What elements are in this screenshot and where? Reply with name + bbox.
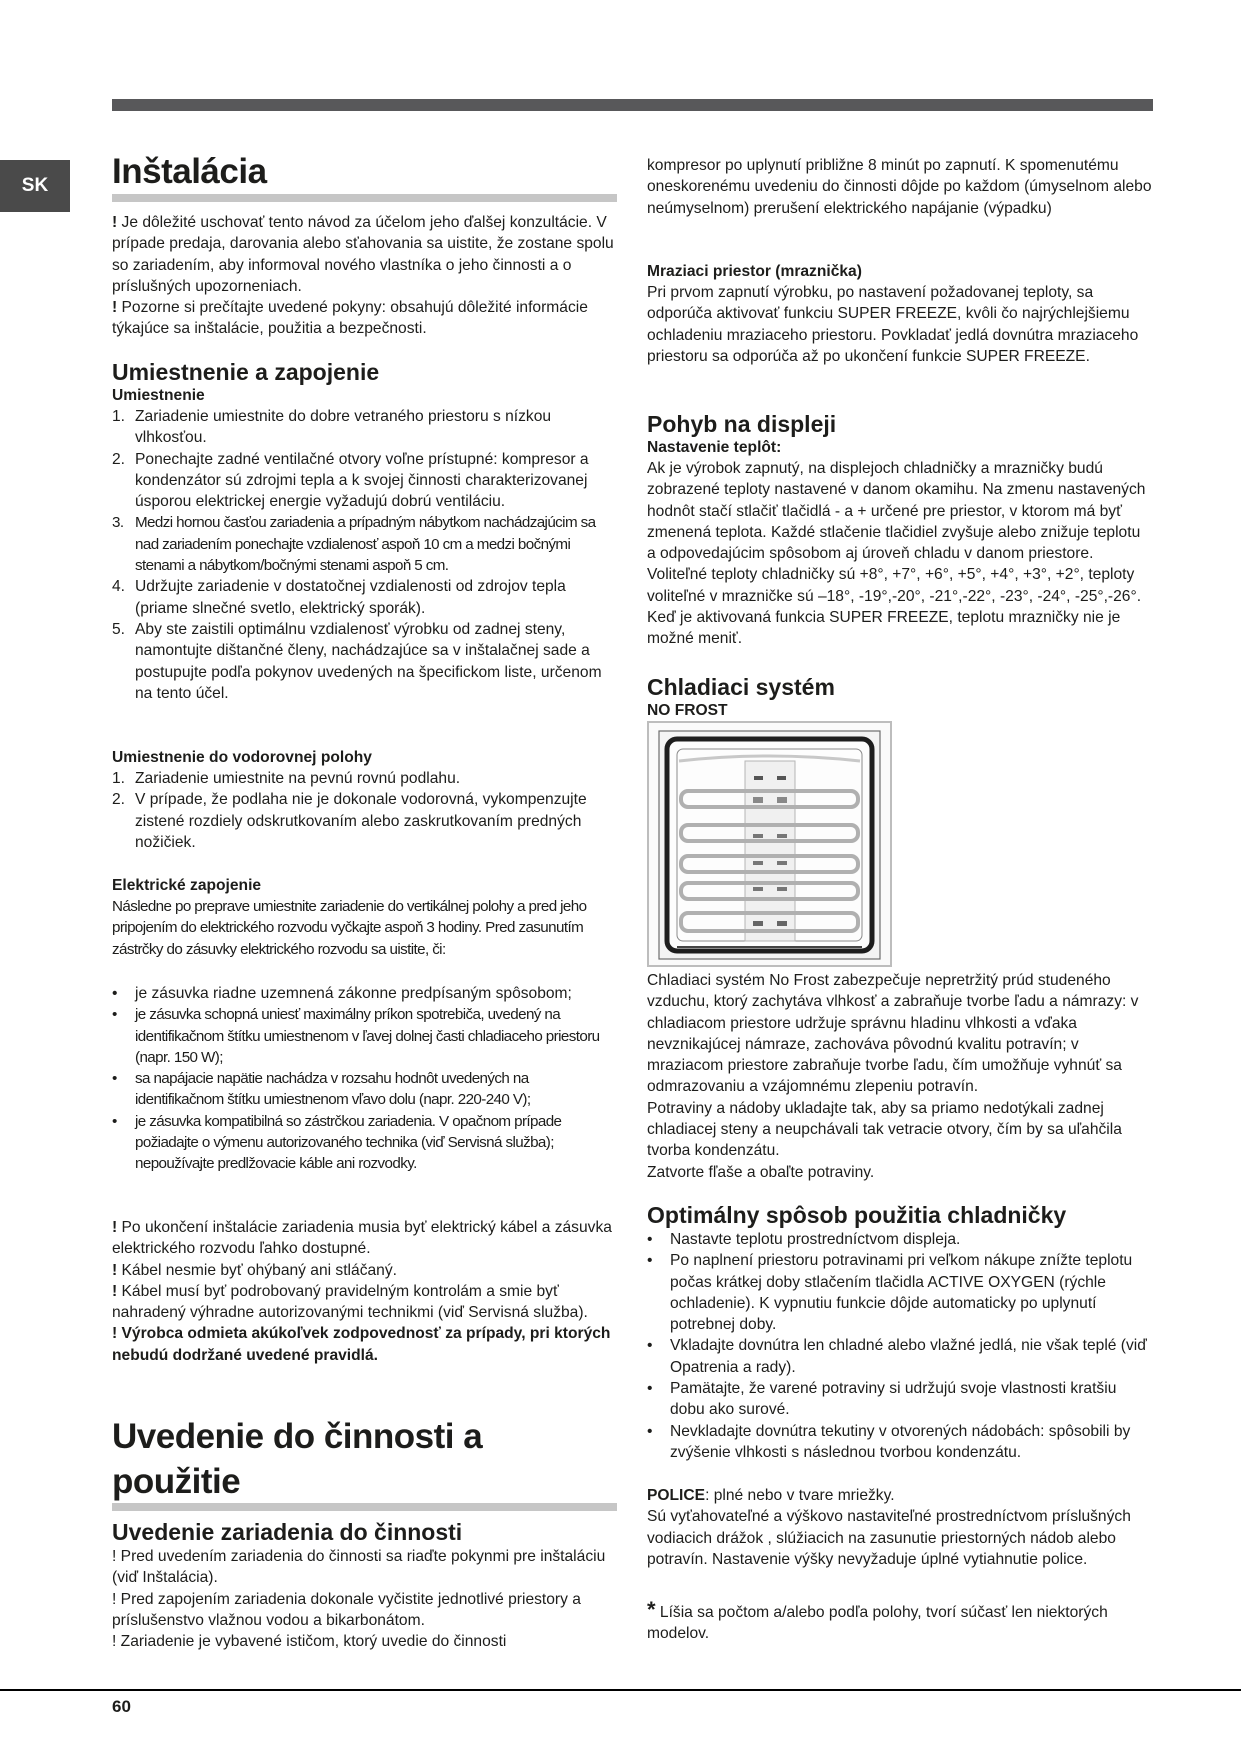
chladiaci-subheading: NO FROST: [647, 702, 728, 719]
intro-text: [112, 212, 617, 340]
optimalny-heading: Optimálny spôsob použitia chladničky: [647, 1202, 1067, 1228]
uvedenie-heading-line2: použitie: [112, 1462, 241, 1501]
police-section: [647, 1485, 1153, 1570]
heading-rule: [112, 194, 617, 202]
footnote-asterisk: *: [647, 1597, 656, 1622]
top-rule: [112, 99, 1153, 111]
uvedenie-zariadenia-heading: Uvedenie zariadenia do činnosti: [112, 1519, 463, 1545]
umiestnenie-list: [112, 406, 617, 704]
chladiaci-section: [647, 674, 1153, 721]
bullet-item: • Pamätajte, že varené potraviny si udržujú svoje vlastnosti kratšiu dobu ako surové.: [647, 1380, 1117, 1419]
fridge-interior-illustration: [647, 721, 892, 967]
list-item: 1. Zariadenie umiestnite do dobre vetraného priestoru s nízkou vlhkosťou.: [112, 408, 552, 447]
language-tab: SK: [0, 160, 70, 212]
bullet-item: • Nevkladajte dovnútra tekutiny v otvorených nádobách: spôsobili by zvýšenie vlhkosti s následnou tvorbou kondenzátu.: [647, 1422, 1131, 1461]
intro-para-1: ! Je dôležité uschovať tento návod za účelom jeho ďalšej konzultácie. V prípade predaja, darovania alebo sťahovania sa uistite, že zostane spolu so zariadením, aby informoval nového vlastníka o jeho činnosti a o príslušných upozorneniach.: [112, 214, 614, 295]
umiestnenie-subheading: Umiestnenie: [112, 387, 205, 404]
uvedenie-section: [112, 1413, 617, 1511]
list-item: 3. Medzi hornou časťou zariadenia a prípadným nábytkom nachádzajúcim sa nad zariadením ponechajte vzdialenosť aspoň 10 cm a medzi bočnými stenami a nábytkom/bočnými stenami aspoň 5 cm.: [112, 514, 596, 575]
elektricke-section: [112, 876, 617, 960]
optimalny-section: [647, 1202, 1153, 1463]
paragraph: ! Pred zapojením zariadenia dokonale vyčistite jednotlivé priestory a príslušenstvo vlažnou vodou a bikarbonátom.: [112, 1590, 581, 1629]
page-number: 60: [112, 1697, 131, 1716]
list-item: 5. Aby ste zaistili optimálnu vzdialenosť výrobku od zadnej steny, namontujte dištančné členy, nachádzajúce sa v inštalačnej sade a postupujte podľa pokynov uvedených na špecifickom liste, určenom na tento účel.: [112, 620, 602, 702]
chladiaci-text-2: Potraviny a nádoby ukladajte tak, aby sa priamo nedotýkali zadnej chladiacej steny a neupchávali tak vetracie otvory, čím by sa uľahčila tvorba kondenzátu.: [647, 1099, 1122, 1160]
footer-rule: [0, 1689, 1241, 1691]
umiestnenie-heading: Umiestnenie a zapojenie: [112, 359, 380, 385]
elektricke-subheading: Elektrické zapojenie: [112, 877, 262, 894]
elektricke-text: Následne po preprave umiestnite zariadenie do vertikálnej polohy a pred jeho pripojením do elektrického rozvodu vyčkajte aspoň 3 hodiny. Pred zasunutím zástrčky do zásuvky elektrického rozvodu sa uistite, či:: [112, 898, 587, 958]
bullet-item: • Nastavte teplotu prostredníctvom displeja.: [647, 1231, 961, 1248]
chladiaci-text: Chladiaci systém No Frost zabezpečuje nepretržitý prúd studeného vzduchu, ktorý zachytáva vlhkosť a zabraňuje tvorbe ľadu a námrazy: v chladiacom priestore udržuje správnu hladinu vlhkosti a vďaka nevznikajúcej námraze, zachováva pôvodnú kvalitu potravín; v mraziacom priestore zabraňuje tvorbe ľadu, čím umožňuje vyhnúť sa odmrazovaniu a vzájomnému zlepeniu potravín.: [647, 972, 1139, 1096]
paragraph: ! Pred uvedením zariadenia do činnosti sa riaďte pokynmi pre inštaláciu (viď Inštalácia).: [112, 1548, 606, 1587]
chladiaci-text-block: [647, 970, 1153, 1183]
chladiaci-text-3: Zatvorte fľaše a obaľte potraviny.: [647, 1163, 875, 1181]
warning-2: ! Kábel nesmie byť ohýbaný ani stláčaný.: [112, 1261, 397, 1279]
bullet-item: • je zásuvka schopná uniesť maximálny príkon spotrebiča, uvedený na identifikačnom štítku umiestnenom v ľavej dolnej časti chladiaceho priestoru (napr. 150 W);: [112, 1006, 600, 1066]
intro-para-2: ! Pozorne si prečítajte uvedené pokyny: obsahujú dôležité informácie týkajúce sa inštalácie, použitia a bezpečnosti.: [112, 299, 588, 338]
pohyb-heading: Pohyb na displeji: [647, 411, 837, 437]
list-item: 4. Udržujte zariadenie v dostatočnej vzdialenosti od zdrojov tepla (priame slnečné svetlo, elektrický sporák).: [112, 578, 566, 617]
police-text: Sú vyťahovateľné a výškovo nastaviteľné prostredníctvom príslušných vodiacich drážok , slúžiacich na zasunutie priestorných nádob alebo potravín. Nastavenie výšky nevyžaduje úplné vytiahnutie police.: [647, 1508, 1131, 1568]
umiestnenie-section: [112, 359, 617, 704]
warning-3: ! Kábel musí byť podrobovaný pravidelným kontrolám a smie byť nahradený výhradne autorizovanými technikmi (viď Servisná služba).: [112, 1282, 588, 1322]
paragraph: ! Zariadenie je vybavené ističom, ktorý uvedie do činnosti: [112, 1633, 507, 1651]
instalacia-section: [112, 150, 617, 202]
warning-bold: ! Výrobca odmieta akúkoľvek zodpovednosť za prípady, pri ktorých nebudú dodržané uvedené pravidlá.: [112, 1325, 611, 1364]
warnings: [112, 1217, 617, 1366]
list-item: 2. Ponechajte zadné ventilačné otvory voľne prístupné: kompresor a kondenzátor sú zdrojmi tepla a k svojej činnosti charakterizovanej úsporou elektrickej energie vyžadujú dobrú ventiláciu.: [112, 450, 589, 511]
footnote: * Líšia sa počtom a/alebo podľa polohy, tvorí súčasť len niektorých modelov.: [647, 1597, 1108, 1643]
uvedenie-zariadenia-section: [112, 1519, 617, 1652]
bullet-item: • je zásuvka riadne uzemnená zákonne predpísaným spôsobom;: [112, 985, 572, 1002]
police-line: POLICE: plné nebo v tvare mriežky.: [647, 1487, 895, 1504]
vodorovna-subheading: Umiestnenie do vodorovnej polohy: [112, 749, 372, 766]
bullet-item: • sa napájacie napätie nachádza v rozsahu hodnôt uvedených na identifikačnom štítku umiestnenom vľavo dolu (napr. 220-240 V);: [112, 1070, 531, 1109]
mraziaci-section: [647, 262, 1153, 367]
bullet-item: • Po naplnení priestoru potravinami pri veľkom nákupe znížte teplotu počas krátkej doby stlačením tlačidla ACTIVE OXYGEN (rýchle ochladenie). K vypnutiu funkcie dôjde automaticky po uplynutí potrebnej doby.: [647, 1252, 1133, 1334]
vodorovna-section: [112, 748, 617, 853]
chladiaci-heading: Chladiaci systém: [647, 674, 835, 700]
bullet-item: • Vkladajte dovnútra len chladné alebo vlažné jedlá, nie však teplé (viď Opatrenia a rady).: [647, 1337, 1147, 1376]
pohyb-subheading: Nastavenie teplôt:: [647, 439, 782, 456]
list-item: 1. Zariadenie umiestnite na pevnú rovnú podlahu.: [112, 770, 461, 787]
continuation-text: kompresor po uplynutí približne 8 minút po zapnutí. K spomenutému oneskorenému uvedeniu do činnosti dôjde po každom (úmyselnom alebo neúmyselnom) prerušení elektrického napájanie (výpadku): [647, 157, 1152, 217]
list-item: 2. V prípade, že podlaha nie je dokonale vodorovná, vykompenzujte zistené rozdiely odskrutkovaním alebo zaskrutkovaním predných nožičiek.: [112, 791, 587, 851]
bullet-item: • je zásuvka kompatibilná so zástrčkou zariadenia. V opačnom prípade požiadajte o výmenu autorizovaného technika (viď Servisná služba); nepoužívajte predlžovacie káble ani rozvodky.: [112, 1112, 562, 1173]
mraziaci-subheading: Mraziaci priestor (mraznička): [647, 263, 862, 280]
warning-1: ! Po ukončení inštalácie zariadenia musia byť elektrický kábel a zásuvka elektrického rozvodu ľahko dostupné.: [112, 1219, 612, 1258]
uvedenie-heading-line1: Uvedenie do činnosti a: [112, 1417, 483, 1456]
pohyb-section: [647, 411, 1153, 650]
heading-rule: [112, 1503, 617, 1511]
elektricke-checklist: [112, 983, 617, 1175]
pohyb-text: Ak je výrobok zapnutý, na displejoch chladničky a mrazničky budú zobrazené teploty nastavené v danom okamihu. Na zmenu nastavených hodnôt stačí stlačiť tlačidlá - a + určené pre priestor, v ktorom má byť zmenená teplota. Každé stlačenie tlačidiel zvyšuje alebo znižuje teplotu a odpovedajúcim spôsobom aj úroveň chladu v danom priestore. Voliteľné teploty chladničky sú +8°, +7°, +6°, +5°, +4°, +3°, +2°, teploty voliteľné v mrazničke sú –18°, -19°,-20°, -21°,-22°, -23°, -24°, -25°,-26°. Keď je aktivovaná funkcia SUPER FREEZE, teplotu mrazničky nie je možné meniť.: [647, 460, 1146, 648]
instalacia-heading: Inštalácia: [112, 152, 267, 191]
vodorovna-list: [112, 768, 617, 853]
mraziaci-text: Pri prvom zapnutí výrobku, po nastavení požadovanej teploty, sa odporúča aktivovať funkciu SUPER FREEZE, kvôli čo najrýchlejšiemu ochladeniu mraziaceho priestoru. Povkladať jedlá dovnútra mraziaceho priestoru sa odporúča až po ukončení funkcie SUPER FREEZE.: [647, 284, 1139, 365]
